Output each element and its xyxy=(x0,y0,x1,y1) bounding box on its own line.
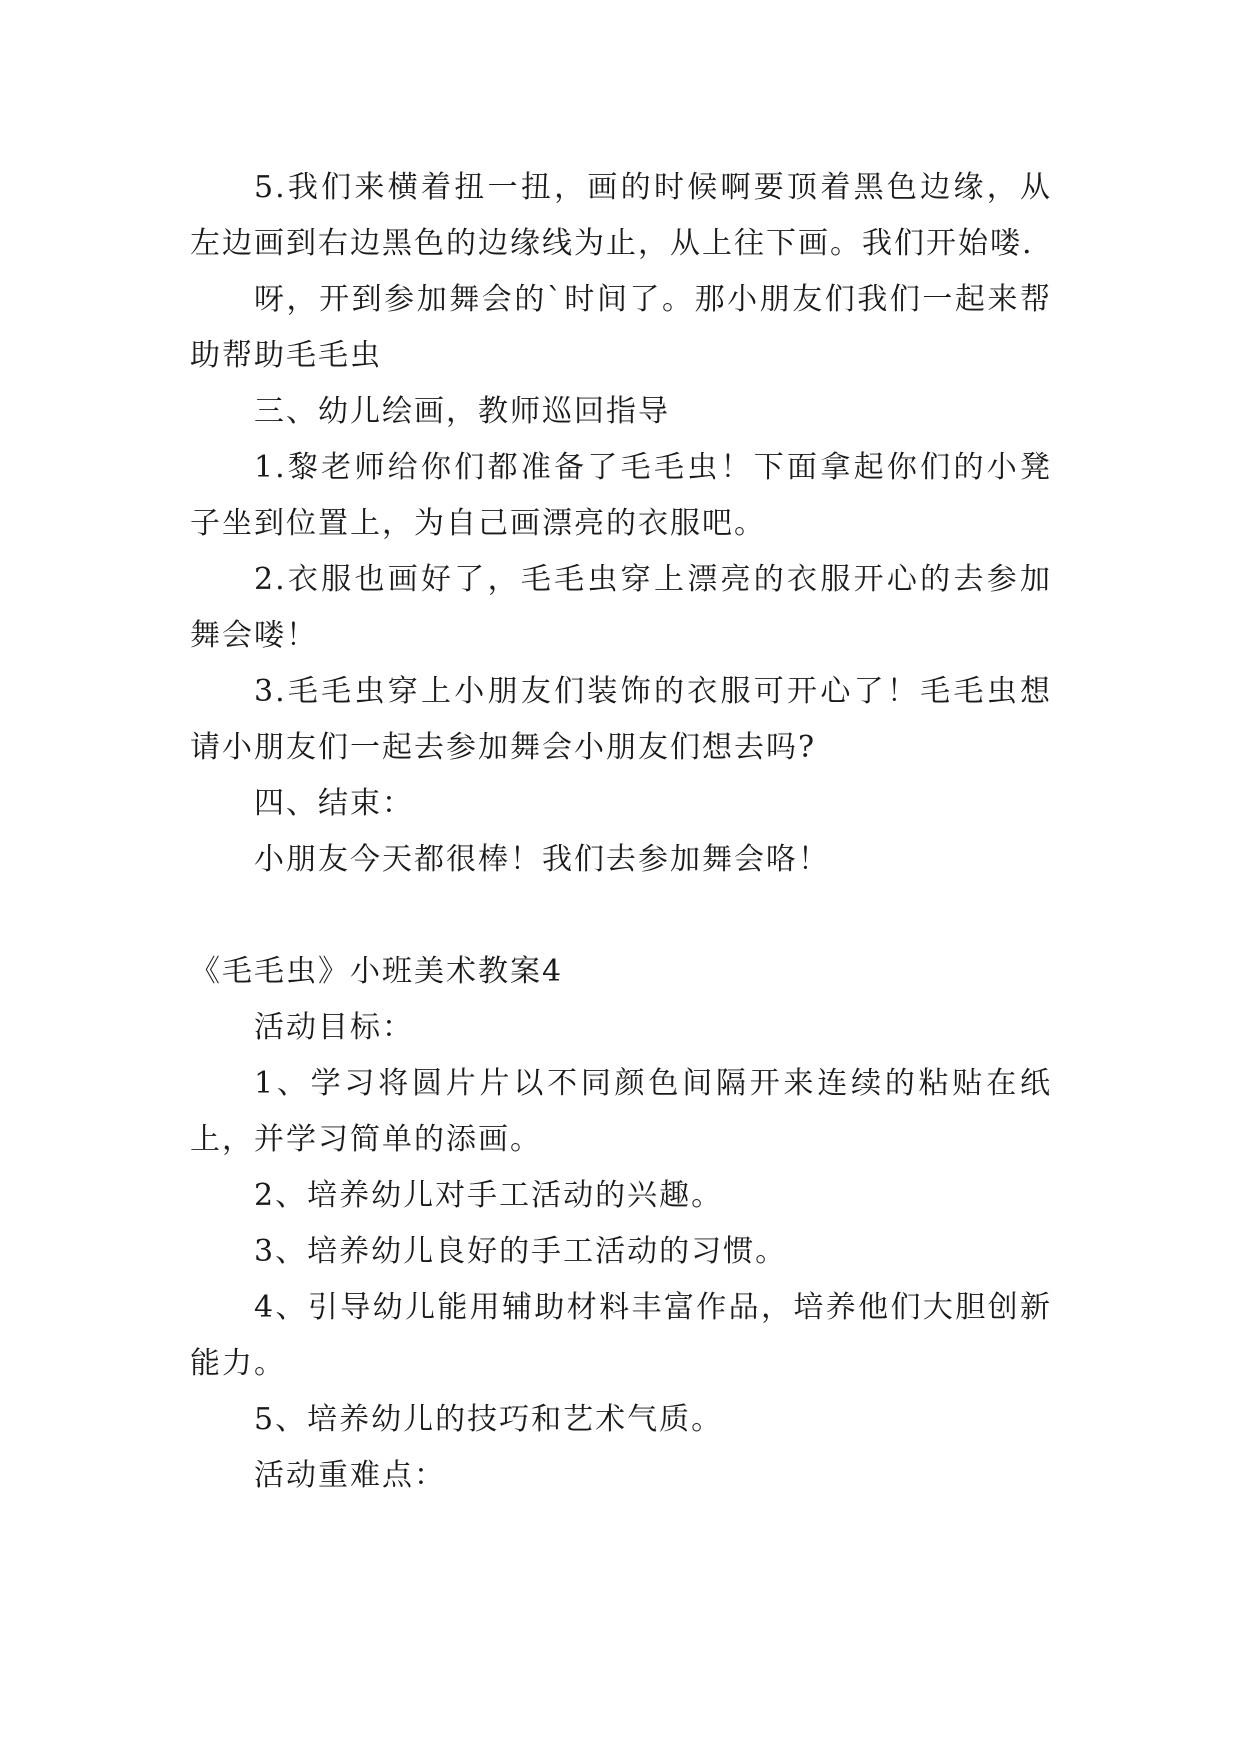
paragraph-item-3: 3.毛毛虫穿上小朋友们装饰的衣服可开心了！毛毛虫想请小朋友们一起去参加舞会小朋友们想去吗? xyxy=(190,674,1052,765)
document-body xyxy=(190,160,1052,1504)
heading-section-four: 四、结束： xyxy=(254,786,414,821)
paragraph-closing: 小朋友今天都很棒！我们去参加舞会咯！ xyxy=(254,842,830,877)
goal-item-3: 3、培养幼儿良好的手工活动的习惯。 xyxy=(254,1234,788,1269)
heading-activity-goals: 活动目标： xyxy=(254,1010,414,1045)
heading-key-difficulties: 活动重难点： xyxy=(254,1458,446,1493)
goal-item-5: 5、培养幼儿的技巧和艺术气质。 xyxy=(254,1402,724,1437)
paragraph-dance-time: 呀，开到参加舞会的`时间了。那小朋友们我们一起来帮助帮助毛毛虫 xyxy=(190,282,1052,373)
paragraph-item-1: 1.黎老师给你们都准备了毛毛虫！下面拿起你们的小凳子坐到位置上，为自己画漂亮的衣服吧。 xyxy=(190,450,1052,541)
paragraph-step-5: 5.我们来横着扭一扭，画的时候啊要顶着黑色边缘，从左边画到右边黑色的边缘线为止，从上往下画。我们开始喽. xyxy=(190,170,1052,261)
section-title: 《毛毛虫》小班美术教案4 xyxy=(190,954,564,989)
paragraph-item-2: 2.衣服也画好了，毛毛虫穿上漂亮的衣服开心的去参加舞会喽！ xyxy=(190,562,1052,653)
heading-section-three: 三、幼儿绘画，教师巡回指导 xyxy=(254,394,670,429)
section-spacer xyxy=(190,888,1052,944)
goal-item-4: 4、引导幼儿能用辅助材料丰富作品，培养他们大胆创新能力。 xyxy=(190,1290,1052,1381)
goal-item-2: 2、培养幼儿对手工活动的兴趣。 xyxy=(254,1178,724,1213)
goal-item-1: 1、学习将圆片片以不同颜色间隔开来连续的粘贴在纸上，并学习简单的添画。 xyxy=(190,1066,1052,1157)
